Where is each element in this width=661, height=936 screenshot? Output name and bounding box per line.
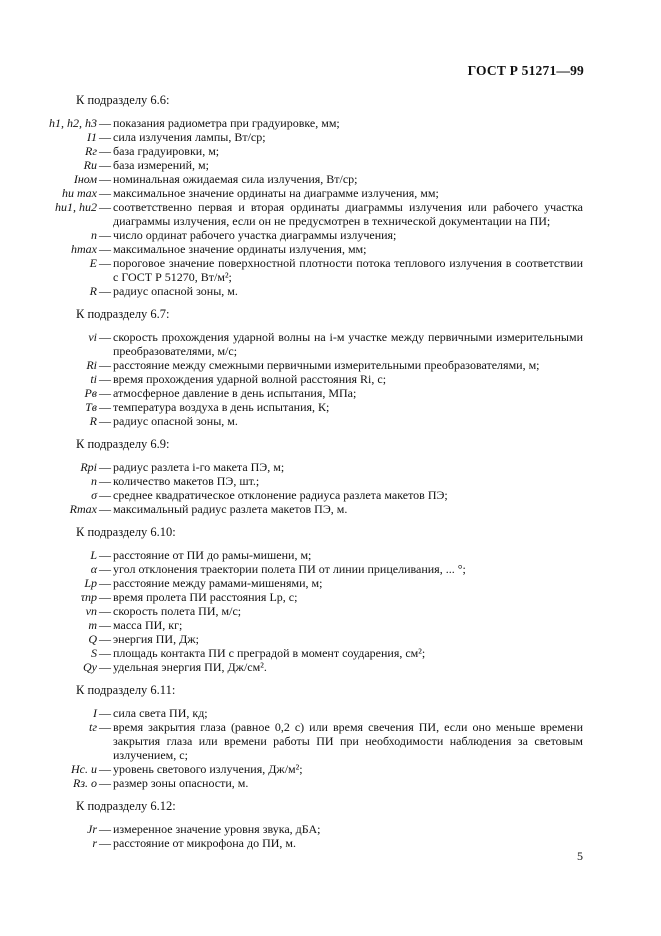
page-number: 5 (577, 849, 583, 863)
definition-entry (0, 706, 661, 720)
definition-text: сила излучения лампы, Вт/ср; (113, 130, 266, 144)
symbol: Rг (84, 144, 97, 158)
dash-separator: — (99, 762, 111, 776)
definition-entry (0, 130, 661, 144)
definition-text: количество макетов ПЭ, шт.; (113, 474, 260, 488)
definition-entry (0, 576, 661, 590)
section (0, 683, 661, 790)
section (0, 437, 661, 516)
dash-separator: — (99, 242, 111, 256)
definition-entry (0, 158, 661, 172)
definition-entry (0, 284, 661, 298)
definition-text: соответственно первая и вторая ординаты диаграммы излучения или рабочего участка диаграммы излучения, если он не предусмотрен в технической документации на ПИ; (113, 200, 583, 228)
dash-separator: — (99, 836, 111, 850)
dash-separator: — (99, 720, 111, 734)
definition-entry (0, 762, 661, 776)
symbol: R (89, 284, 97, 298)
dash-separator: — (99, 660, 111, 674)
symbol: Lр (84, 576, 97, 590)
symbol: Rз. о (72, 776, 97, 790)
definition-entry (0, 144, 661, 158)
dash-separator: — (99, 158, 111, 172)
dash-separator: — (99, 284, 111, 298)
symbol: n (91, 474, 97, 488)
definition-text: размер зоны опасности, м. (113, 776, 249, 790)
definition-text: уровень светового излучения, Дж/м²; (113, 762, 303, 776)
definition-text: среднее квадратическое отклонение радиуса разлета макетов ПЭ; (113, 488, 448, 502)
definition-entry (0, 562, 661, 576)
definition-text: масса ПИ, кг; (113, 618, 183, 632)
definition-text: расстояние между рамами-мишенями, м; (113, 576, 323, 590)
definition-entry (0, 400, 661, 414)
dash-separator: — (99, 116, 111, 130)
symbol: h1, h2, h3 (49, 116, 97, 130)
dash-separator: — (99, 576, 111, 590)
dash-separator: — (99, 822, 111, 836)
symbol: Hс. и (71, 762, 97, 776)
dash-separator: — (99, 414, 111, 428)
symbol: r (92, 836, 97, 850)
dash-separator: — (99, 548, 111, 562)
definition-entry (0, 460, 661, 474)
dash-separator: — (99, 400, 111, 414)
dash-separator: — (99, 646, 111, 660)
symbol: Ri (86, 358, 97, 372)
definition-text: максимальное значение ординаты излучения, мм; (113, 242, 367, 256)
section-heading: К подразделу 6.10: (76, 525, 176, 539)
symbol: hи max (62, 186, 97, 200)
definition-text: база измерений, м; (113, 158, 209, 172)
definition-entry (0, 330, 661, 358)
dash-separator: — (99, 706, 111, 720)
definition-entry (0, 256, 661, 284)
dash-separator: — (99, 590, 111, 604)
definition-text: показания радиометра при градуировке, мм; (113, 116, 340, 130)
symbol: hmax (71, 242, 97, 256)
dash-separator: — (99, 330, 111, 344)
definition-text: максимальный радиус разлета макетов ПЭ, м. (113, 502, 348, 516)
section-heading: К подразделу 6.11: (76, 683, 176, 697)
section-heading: К подразделу 6.9: (76, 437, 170, 451)
section (0, 93, 661, 298)
definition-entry (0, 242, 661, 256)
definition-entry (0, 474, 661, 488)
definition-entry (0, 548, 661, 562)
symbol: I (93, 706, 97, 720)
definition-entry (0, 776, 661, 790)
dash-separator: — (99, 358, 111, 372)
dash-separator: — (99, 372, 111, 386)
definition-entry (0, 590, 661, 604)
symbol: n (91, 228, 97, 242)
definition-entry (0, 632, 661, 646)
definition-entry (0, 414, 661, 428)
definition-entry (0, 488, 661, 502)
dash-separator: — (99, 172, 111, 186)
symbol: vп (85, 604, 97, 618)
definition-text: максимальное значение ординаты на диаграмме излучения, мм; (113, 186, 439, 200)
definition-text: расстояние между смежными первичными измерительными преобразователями, м; (113, 358, 540, 372)
symbol: Q (88, 632, 97, 646)
symbol: Jr (87, 822, 97, 836)
dash-separator: — (99, 474, 111, 488)
dash-separator: — (99, 186, 111, 200)
definition-entry (0, 358, 661, 372)
definition-text: площадь контакта ПИ с преградой в момент соударения, см²; (113, 646, 426, 660)
definition-text: номинальная ожидаемая сила излучения, Вт/ср; (113, 172, 358, 186)
symbol: Tв (85, 400, 97, 414)
symbol: R (89, 414, 97, 428)
section (0, 307, 661, 428)
definition-text: атмосферное давление в день испытания, МПа; (113, 386, 357, 400)
symbol: hи1, hи2 (55, 200, 97, 214)
section-heading: К подразделу 6.7: (76, 307, 170, 321)
symbol: Qу (83, 660, 97, 674)
dash-separator: — (99, 488, 111, 502)
dash-separator: — (99, 144, 111, 158)
definition-text: число ординат рабочего участка диаграммы излучения; (113, 228, 397, 242)
definition-entry (0, 186, 661, 200)
definition-text: измеренное значение уровня звука, дБА; (113, 822, 321, 836)
dash-separator: — (99, 200, 111, 214)
definition-text: база градуировки, м; (113, 144, 220, 158)
symbol: vi (88, 330, 97, 344)
symbol: Pв (84, 386, 97, 400)
definition-text: скорость прохождения ударной волны на i-м участке между первичными измерительными преобразователями, м/с; (113, 330, 583, 358)
definition-text: радиус разлета i-го макета ПЭ, м; (113, 460, 285, 474)
definition-text: радиус опасной зоны, м. (113, 284, 238, 298)
definition-entry (0, 116, 661, 130)
symbol: Rрi (80, 460, 97, 474)
section (0, 525, 661, 674)
dash-separator: — (99, 386, 111, 400)
definition-entry (0, 720, 661, 762)
dash-separator: — (99, 130, 111, 144)
symbol: σ (91, 488, 97, 502)
definition-text: время прохождения ударной волной расстояния Ri, с; (113, 372, 387, 386)
definition-text: радиус опасной зоны, м. (113, 414, 238, 428)
definitions-content (0, 93, 661, 859)
definition-entry (0, 646, 661, 660)
dash-separator: — (99, 604, 111, 618)
definition-text: сила света ПИ, кд; (113, 706, 208, 720)
symbol: ti (90, 372, 97, 386)
definition-entry (0, 618, 661, 632)
definition-entry (0, 372, 661, 386)
definition-entry (0, 822, 661, 836)
symbol: Rи (83, 158, 97, 172)
dash-separator: — (99, 776, 111, 790)
symbol: τпр (80, 590, 97, 604)
symbol: L (90, 548, 97, 562)
definition-entry (0, 200, 661, 228)
definition-text: угол отклонения траектории полета ПИ от линии прицеливания, ... °; (113, 562, 466, 576)
symbol: E (89, 256, 97, 270)
definition-entry (0, 836, 661, 850)
section-heading: К подразделу 6.6: (76, 93, 170, 107)
definition-entry (0, 228, 661, 242)
document-header: ГОСТ Р 51271—99 (467, 63, 584, 78)
symbol: tг (88, 720, 97, 734)
definition-text: удельная энергия ПИ, Дж/см². (113, 660, 267, 674)
symbol: m (88, 618, 97, 632)
symbol: S (91, 646, 97, 660)
dash-separator: — (99, 256, 111, 270)
definition-text: время закрытия глаза (равное 0,2 с) или время свечения ПИ, если оно меньше времени закрытия глаза или времени работы ПИ при необходимости наблюдения за световым излучением, с; (113, 720, 583, 762)
dash-separator: — (99, 460, 111, 474)
dash-separator: — (99, 228, 111, 242)
definition-entry (0, 172, 661, 186)
definition-text: скорость полета ПИ, м/с; (113, 604, 242, 618)
definition-entry (0, 502, 661, 516)
symbol: I1 (87, 130, 97, 144)
dash-separator: — (99, 502, 111, 516)
dash-separator: — (99, 632, 111, 646)
dash-separator: — (99, 618, 111, 632)
symbol: Rmax (69, 502, 97, 516)
definition-text: расстояние от ПИ до рамы-мишени, м; (113, 548, 312, 562)
symbol: Iном (73, 172, 97, 186)
section (0, 799, 661, 850)
definition-text: время пролета ПИ расстояния Lр, с; (113, 590, 298, 604)
definition-text: энергия ПИ, Дж; (113, 632, 199, 646)
definition-text: расстояние от микрофона до ПИ, м. (113, 836, 297, 850)
definition-entry (0, 660, 661, 674)
section-heading: К подразделу 6.12: (76, 799, 176, 813)
definition-entry (0, 386, 661, 400)
symbol: α (90, 562, 97, 576)
definition-text: температура воздуха в день испытания, К; (113, 400, 330, 414)
dash-separator: — (99, 562, 111, 576)
definition-entry (0, 604, 661, 618)
definition-text: пороговое значение поверхностной плотности потока теплового излучения в соответствии с ГОСТ Р 51270, Вт/м²; (113, 256, 583, 284)
